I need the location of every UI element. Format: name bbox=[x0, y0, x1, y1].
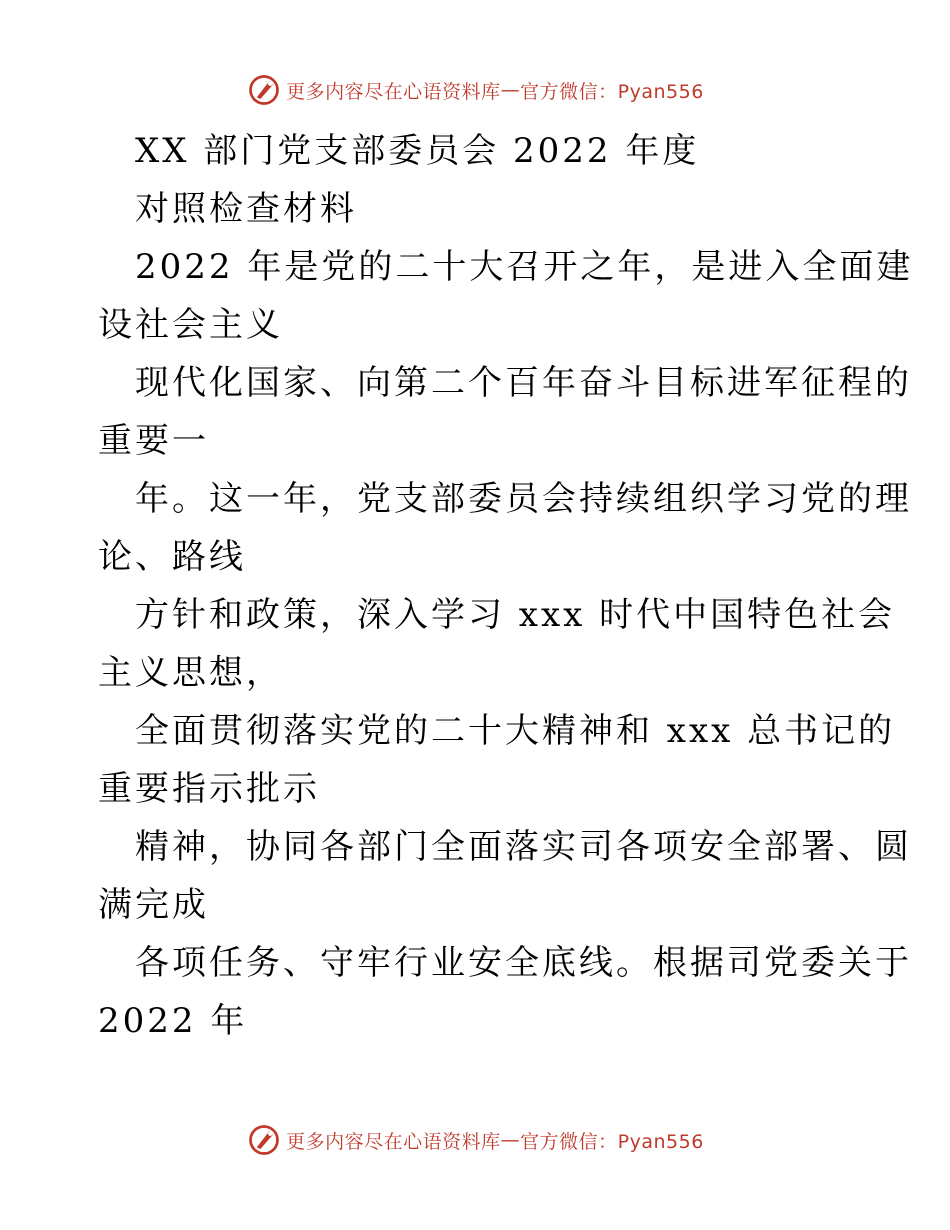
doc-line: 重要一 bbox=[98, 421, 209, 461]
doc-line: 精神，协同各部门全面落实司各项安全部署、圆 bbox=[135, 827, 912, 867]
watermark-separator: — bbox=[500, 79, 521, 101]
doc-line: 2022 年 bbox=[98, 1001, 248, 1041]
watermark-account: 官方微信：Pyan556 bbox=[520, 80, 704, 103]
watermark-account: 官方微信：Pyan556 bbox=[520, 1130, 704, 1153]
doc-line: 各项任务、守牢行业安全底线。根据司党委关于 bbox=[135, 943, 912, 983]
doc-line: 主义思想， bbox=[98, 653, 283, 693]
doc-line: 方针和政策，深入学习 xxx 时代中国特色社会 bbox=[135, 595, 896, 635]
pen-nib-logo-icon bbox=[246, 72, 282, 108]
header-watermark bbox=[0, 70, 950, 110]
footer-watermark bbox=[0, 1120, 950, 1160]
doc-line: 年。这一年，党支部委员会持续组织学习党的理 bbox=[135, 479, 912, 519]
doc-line: XX 部门党支部委员会 2022 年度 bbox=[135, 131, 700, 171]
doc-line: 设社会主义 bbox=[98, 305, 283, 345]
doc-line: 2022 年是党的二十大召开之年，是进入全面建 bbox=[135, 247, 914, 287]
doc-line: 重要指示批示 bbox=[98, 769, 320, 809]
document-body bbox=[98, 122, 914, 1050]
watermark-brand: 更多内容尽在心语资料库 bbox=[286, 1130, 501, 1153]
doc-line: 论、路线 bbox=[98, 537, 246, 577]
doc-line: 全面贯彻落实党的二十大精神和 xxx 总书记的 bbox=[135, 711, 896, 751]
watermark-separator: — bbox=[500, 1129, 521, 1151]
doc-line: 满完成 bbox=[98, 885, 209, 925]
doc-line: 现代化国家、向第二个百年奋斗目标进军征程的 bbox=[135, 363, 912, 403]
pen-nib-logo-icon bbox=[246, 1122, 282, 1158]
watermark-brand: 更多内容尽在心语资料库 bbox=[286, 80, 501, 103]
doc-line: 对照检查材料 bbox=[135, 189, 357, 229]
